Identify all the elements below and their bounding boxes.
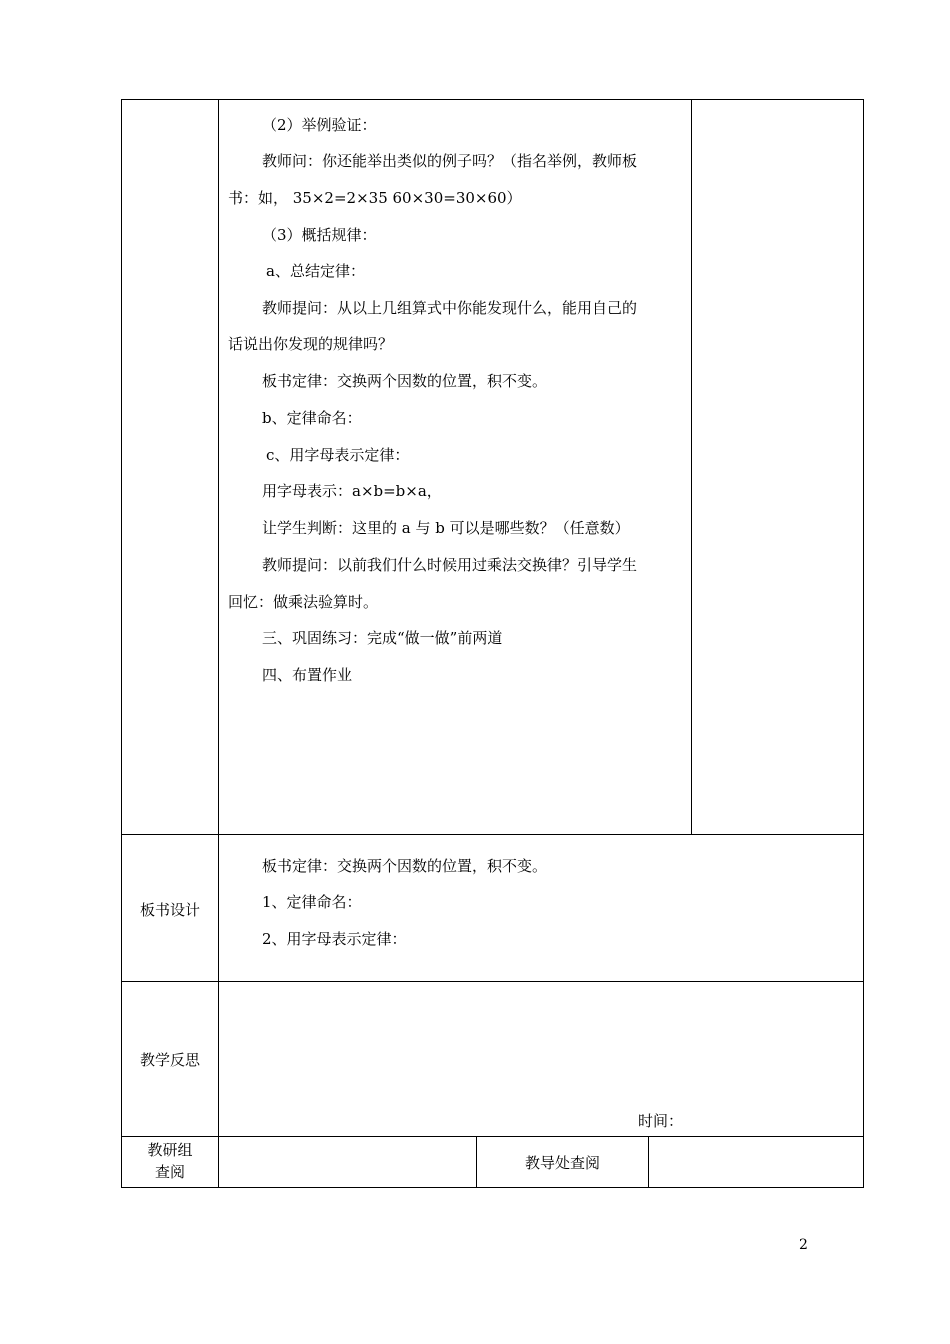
page-number: 2 [799,1237,808,1253]
label-column-divider [218,99,219,1188]
research-group-label-line2: 查阅 [154,1163,185,1181]
row-divider-board [121,834,864,835]
table-border-top [121,99,864,100]
row-divider-review [121,1136,864,1137]
research-group-label [122,1139,218,1183]
table-border-bottom [121,1187,864,1188]
teacher-prompt-line: 教师提问：从以上几组算式中你能发现什么，能用自己的 [262,299,638,317]
board-design-line-1: 板书定律：交换两个因数的位置，积不变。 [262,857,548,875]
board-law-line: 板书定律：交换两个因数的位置，积不变。 [262,372,548,390]
notes-column-divider [691,99,692,835]
teacher-question-line: 教师问：你还能举出类似的例子吗？（指名举例，教师板 [262,152,638,170]
table-border-right [863,99,864,1188]
table-border-left [121,99,122,1188]
summarize-rule-heading: （3）概括规律： [262,226,377,244]
board-design-line-3: 2、用字母表示定律： [262,930,407,948]
practice-section: 三、巩固练习：完成“做一做”前两道 [262,629,503,647]
reflection-time-label: 时间： [638,1112,684,1130]
reflection-label: 教学反思 [139,1051,200,1069]
academic-office-label: 教导处查阅 [524,1154,600,1172]
research-group-label-line1: 教研组 [147,1141,193,1159]
board-design-label: 板书设计 [139,901,200,919]
teacher-ask-line: 教师提问：以前我们什么时候用过乘法交换律？引导学生 [262,556,638,574]
review-divider-2 [648,1136,649,1188]
letter-notation-item: c、用字母表示定律： [266,446,410,464]
law-naming-item: b、定律命名： [262,409,362,427]
example-verify-heading: （2）举例验证： [262,116,377,134]
row-divider-reflection [121,981,864,982]
teacher-prompt-continuation: 话说出你发现的规律吗？ [228,335,394,353]
homework-section: 四、布置作业 [262,666,353,684]
teacher-ask-continuation: 回忆：做乘法验算时。 [228,593,379,611]
board-design-line-2: 1、定律命名： [262,893,362,911]
student-judge-line: 让学生判断：这里的 a 与 b 可以是哪些数？（任意数） [262,519,630,537]
sum-up-law-item: a、总结定律： [266,262,365,280]
letter-formula-line: 用字母表示：a×b=b×a， [262,482,442,500]
board-example-line: 书：如， 35×2=2×35 60×30=30×60） [228,189,522,207]
